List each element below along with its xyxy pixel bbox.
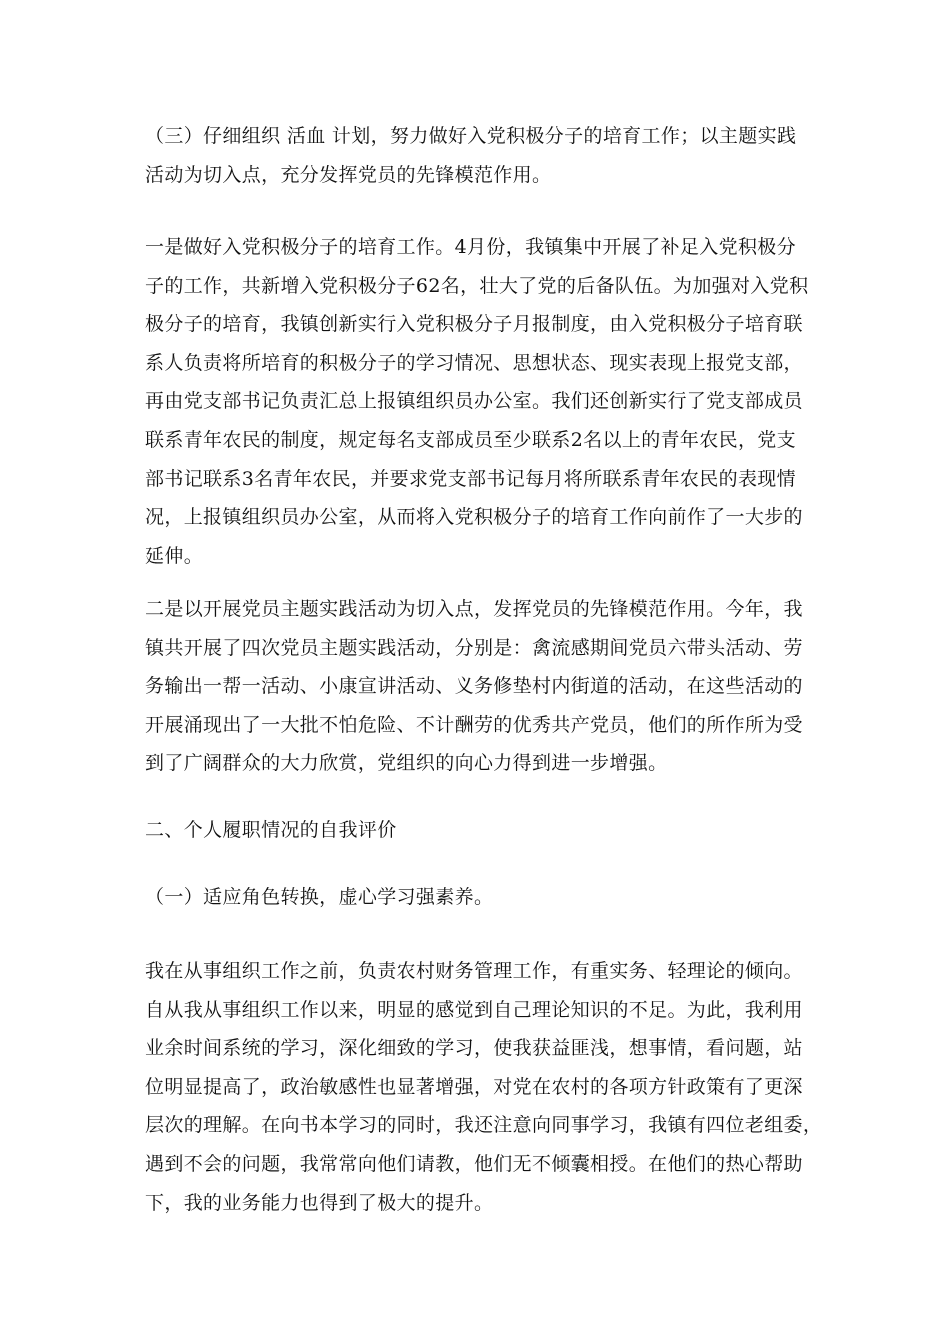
text-line: 开展涌现出了一大批不怕危险、不计酬劳的优秀共产党员，他们的所作所为受 xyxy=(145,713,803,736)
text-line: 一是做好入党积极分子的培育工作。4月份，我镇集中开展了补足入党积极分 xyxy=(145,236,796,258)
text-line: 况，上报镇组织员办公室，从而将入党积极分子的培育工作向前作了一大步的 xyxy=(145,506,803,529)
paragraph-activist-training xyxy=(145,228,810,575)
text-line: 极分子的培育，我镇创新实行入党积极分子月报制度，由入党积极分子培育联 xyxy=(145,313,803,336)
text-line: （三）仔细组织 活血 计划，努力做好入党积极分子的培育工作；以主题实践 xyxy=(145,125,797,147)
text-line: 到了广阔群众的大力欣赏，党组织的向心力得到进一步增强。 xyxy=(145,752,668,775)
text-line: 务输出一帮一活动、小康宣讲活动、义务修垫村内街道的活动，在这些活动的 xyxy=(145,675,803,698)
text-line: 位明显提高了，政治敏感性也显著增强，对党在农村的各项方针政策有了更深 xyxy=(145,1075,803,1098)
text-line: 二、个人履职情况的自我评价 xyxy=(145,819,397,841)
paragraph-theme-practice xyxy=(145,590,810,783)
text-line: 再由党支部书记负责汇总上报镇组织员办公室。我们还创新实行了党支部成员 xyxy=(145,390,803,413)
text-line: 自从我从事组织工作以来，明显的感觉到自己理论知识的不足。为此，我利用 xyxy=(145,998,803,1021)
subsection-heading-role-transition xyxy=(145,878,810,917)
text-line: （一）适应角色转换，虚心学习强素养。 xyxy=(145,886,494,908)
text-line: 活动为切入点，充分发挥党员的先锋模范作用。 xyxy=(145,163,552,186)
text-line: 业余时间系统的学习，深化细致的学习，使我获益匪浅，想事情，看问题，站 xyxy=(145,1037,803,1060)
paragraph-section-three-heading xyxy=(145,117,810,194)
text-line: 系人负责将所培育的积极分子的学习情况、思想状态、现实表现上报党支部， xyxy=(145,351,803,374)
text-line: 联系青年农民的制度，规定每名支部成员至少联系2名以上的青年农民，党支 xyxy=(145,428,796,451)
text-line: 延伸。 xyxy=(145,544,204,567)
paragraph-learning xyxy=(145,952,823,1222)
text-line: 部书记联系3名青年农民，并要求党支部书记每月将所联系青年农民的表现情 xyxy=(145,467,796,490)
text-line: 我在从事组织工作之前，负责农村财务管理工作，有重实务、轻理论的倾向。 xyxy=(145,960,803,982)
text-line: 下，我的业务能力也得到了极大的提升。 xyxy=(145,1191,494,1214)
text-line: 镇共开展了四次党员主题实践活动，分别是：禽流感期间党员六带头活动、劳 xyxy=(145,636,803,659)
text-line: 子的工作，共新增入党积极分子62名，壮大了党的后备队伍。为加强对入党积 xyxy=(145,274,809,297)
text-line: 二是以开展党员主题实践活动为切入点，发挥党员的先锋模范作用。今年，我 xyxy=(145,598,803,620)
text-line: 层次的理解。在向书本学习的同时，我还注意向同事学习，我镇有四位老组委， xyxy=(145,1114,823,1137)
text-line: 遇到不会的问题，我常常向他们请教，他们无不倾囊相授。在他们的热心帮助 xyxy=(145,1152,803,1175)
section-heading-self-evaluation xyxy=(145,811,810,850)
